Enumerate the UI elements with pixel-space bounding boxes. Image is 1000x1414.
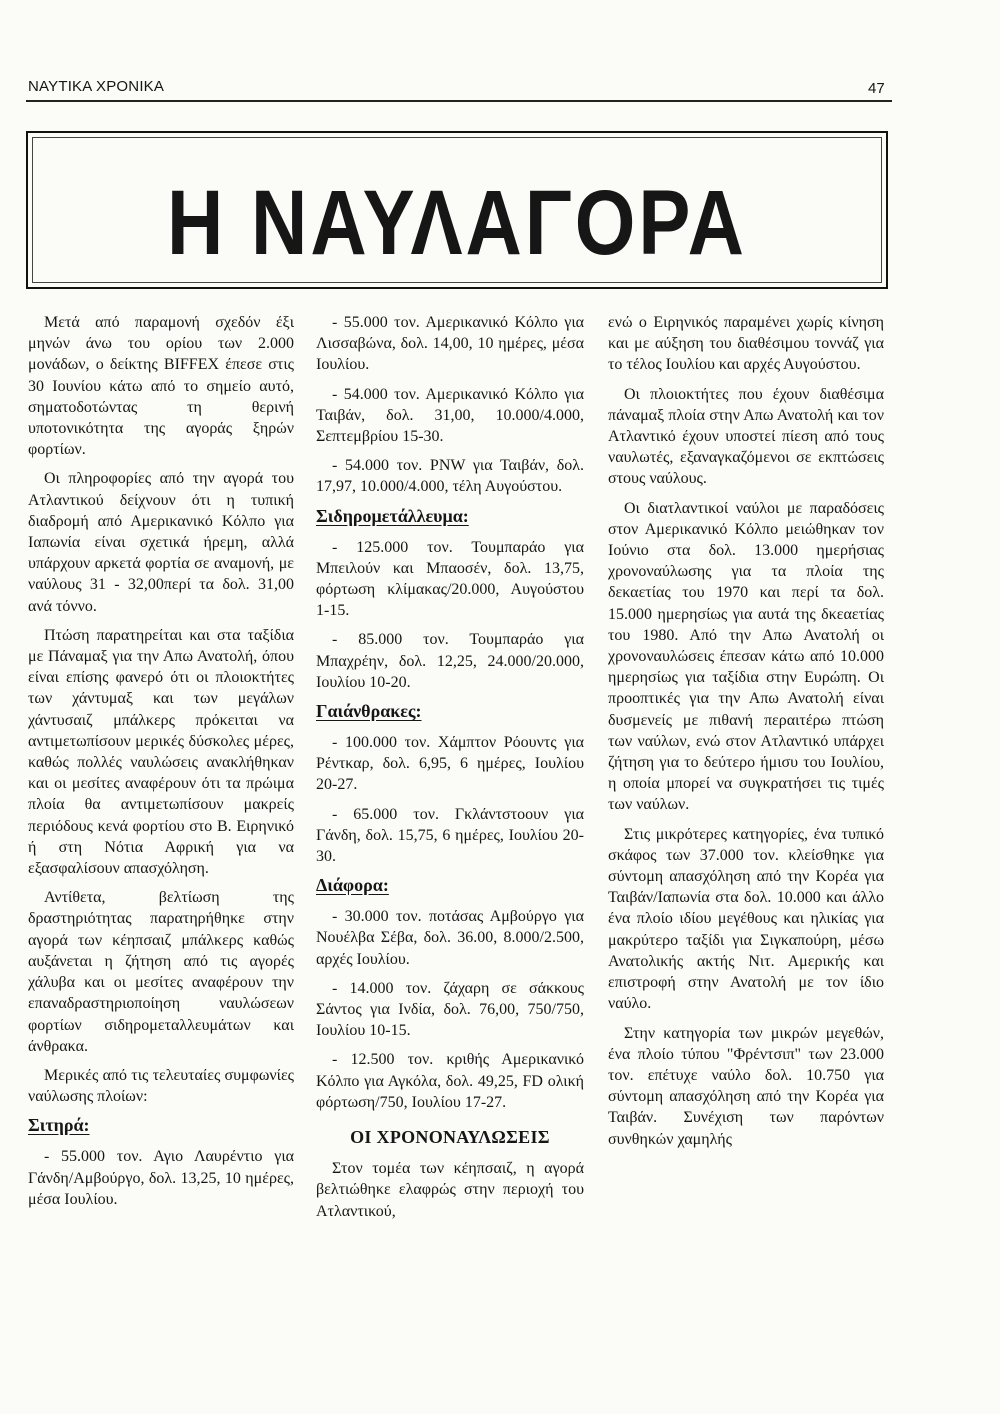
column-2 xyxy=(316,312,584,1230)
paragraph: Μερικές από τις τελευταίες συμφωνίες ναύλωσης πλοίων: xyxy=(28,1066,294,1106)
paragraph: Αντίθετα, βελτίωση της δραστηριότητας παρατηρήθηκε στην αγορά των κέηπσαιζ μπάλκερς καθώς αυξάνεται η ζήτηση από τις αγορές χάλυβα και οι μεσίτες αναφέρουν την επαναδραστηριοποίηση ναυλώσεων φορτίων σιδηρομεταλλευμάτων και άνθρακα. xyxy=(28,889,294,1055)
header-rule xyxy=(26,100,892,102)
section-heading-iron-ore: Σιδηρομετάλλευμα: xyxy=(316,505,469,526)
charter-item: - 65.000 τον. Γκλάντστοουν για Γάνδη, δολ. 15,75, 6 ημέρες, Ιουλίου 20-30. xyxy=(316,805,584,866)
article-title: Η ΝΑΥΛΑΓΟΡΑ xyxy=(167,170,747,274)
page-number: 47 xyxy=(868,80,885,97)
paragraph: Στην κατηγορία των μικρών μεγεθών, ένα πλοίο τύπου "Φρέντσιπ" των 23.000 τον. επέτυχε ναύλο δολ. 10.750 για σύντομη απασχόληση από την Κορέα για Ταιβάν. Συνέχιση των παρόντων συνθηκών χαμηλής xyxy=(608,1024,884,1148)
charter-item: - 55.000 τον. Αμερικανικό Κόλπο για Λισσαβώνα, δολ. 14,00, 10 ημέρες, μέσα Ιουλίου. xyxy=(316,314,584,374)
paragraph: Στον τομέα των κέηπσαιζ, η αγορά βελτιώθηκε ελαφρώς στην περιοχή του Ατλαντικού, xyxy=(316,1160,584,1220)
charter-item: - 100.000 τον. Χάμπτον Ρόουντς για Ρέντκαρ, δολ. 6,95, 6 ημέρες, Ιουλίου 20-27. xyxy=(316,734,584,794)
charter-item: - 125.000 τον. Τουμπαράο για Μπειλούν και Μπαοσέν, δολ. 13,75, φόρτωση κλίμακας/20.000, Αυγούστου 1-15. xyxy=(316,538,584,620)
column-3 xyxy=(608,312,884,1158)
charter-item: - 54.000 τον. Αμερικανικό Κόλπο για Ταιβάν, δολ. 31,00, 10.000/4.000, Σεπτεμβρίου 15-30. xyxy=(316,385,584,446)
charter-item: - 55.000 τον. Αγιο Λαυρέντιο για Γάνδη/Αμβούργο, δολ. 13,25, 10 ημέρες, μέσα Ιουλίου. xyxy=(28,1148,294,1208)
paragraph: Οι πληροφορίες από την αγορά του Ατλαντικού δείχνουν ότι η τυπική διαδρομή από Αμερικανικό Κόλπο για Ιαπωνία είναι σχετικά ήρεμη, αλλά υπάρχουν αρκετά φορτία σε αναμονή, με ναύλους 31 - 32,00περί τα δολ. 31,00 ανά τόννο. xyxy=(28,470,294,615)
paragraph: Μετά από παραμονή σχεδόν έξι μηνών άνω του ορίου των 2.000 μονάδων, ο δείκτης BIFFEX έπεσε στις 30 Ιουνίου κάτω από το σημείο αυτό, σηματοδοτώντας τη θερινή υποτονικότητα της αγοράς ξηρών φορτίων. xyxy=(28,314,294,459)
section-heading-time-charters: ΟΙ ΧΡΟΝΟΝΑΥΛΩΣΕΙΣ xyxy=(350,1127,550,1148)
title-box xyxy=(26,131,888,289)
section-heading-grain: Σιτηρά: xyxy=(28,1115,90,1136)
paragraph: Οι πλοιοκτήτες που έχουν διαθέσιμα πάναμαξ πλοία στην Απω Ανατολή και τον Ατλαντικό έχουν υποστεί πίεση από τους ναυλωτές, εξαναγκαζόμενοι σε εκπτώσεις στους ναύλους. xyxy=(608,385,884,488)
column-1 xyxy=(28,312,294,1218)
charter-item: - 54.000 τον. PNW για Ταιβάν, δολ. 17,97, 10.000/4.000, τέλη Αυγούστου. xyxy=(316,457,584,496)
section-heading-misc: Διάφορα: xyxy=(316,875,389,896)
running-header-publication: ΝΑΥΤΙΚΑ ΧΡΟΝΙΚΑ xyxy=(28,78,165,95)
charter-item: - 12.500 τον. κριθής Αμερικανικό Κόλπο για Αγκόλα, δολ. 49,25, FD ολική φόρτωση/750, Ιουλίου 17-27. xyxy=(316,1051,584,1111)
paragraph-continued: ενώ ο Ειρηνικός παραμένει χωρίς κίνηση και με αύξηση του διαθέσιμου τοννάζ για το τέλος Ιουλίου και αρχές Αυγούστου. xyxy=(608,314,884,374)
paragraph: Στις μικρότερες κατηγορίες, ένα τυπικό σκάφος των 37.000 τον. κλείσθηκε για σύντομη απασχόληση από την Κορέα για Ταιβάν/Ιαπωνία στα δολ. 10.000 και άλλο ένα πλοίο ιδίου μεγέθους και ηλικίας για μακρύτερο ταξίδι για Σιγκαπούρη, μέσω Ανατολικής ακτής Νιτ. Αμερικής και επιστροφή στην Ανατολή με τον ίδιο ναύλο. xyxy=(608,825,884,1013)
charter-item: - 85.000 τον. Τουμπαράο για Μπαχρέην, δολ. 12,25, 24.000/20.000, Ιουλίου 10-20. xyxy=(316,631,584,691)
charter-item: - 30.000 τον. ποτάσας Αμβούργο για Νουέλβα Σέβα, δολ. 36.00, 8.000/2.500, αρχές Ιουλίου. xyxy=(316,908,584,968)
paragraph: Οι διατλαντικοί ναύλοι με παραδόσεις στον Αμερικανικό Κόλπο μειώθηκαν τον Ιούνιο στα δολ. 13.000 ημερήσιας χρονοναύλωσης για τα πλοία της δεκαετίας του 1970 και περί τα δολ. 15.000 ημερησίως για αυτά της δκεαετίας του 1980. Από την Απω Ανατολή οι χρονοναυλώσεις έπεσαν κάτω από 10.000 ημερησίως για ταξίδια στην Ευρώπη. Οι προοπτικές για την Απω Ανατολή είναι δυσμενείς με πιθανή περαιτέρω πτώση των ναύλων, ενώ στον Ατλαντικό υπάρχει ζήτηση για το δεύτερο ήμισυ του Ιουλίου, η οποία μπορεί να συγκρατήσει τις τιμές των ναύλων. xyxy=(608,499,884,814)
charter-item: - 14.000 τον. ζάχαρη σε σάκκους Σάντος για Ινδία, δολ. 76,00, 750/750, Ιουλίου 10-15. xyxy=(316,979,584,1040)
section-heading-coal: Γαιάνθρακες: xyxy=(316,701,422,722)
paragraph: Πτώση παρατηρείται και στα ταξίδια με Πάναμαξ για την Απω Ανατολή, όπου είναι επίσης φανερό ότι οι πλοιοκτήτες των χάντυμαξ και των μεγάλων χάντυσαιζ μπάλκερς πρόκειται να αντιμετωπίσουν μερικές δύσκολες μέρες, καθώς πολλές ναυλώσεις ανακλήθηκαν και οι μεσίτες αναφέρουν ότι τα πρώιμα πλοία θα αντιμετωπίσουν μακρείς περιόδους κενά φορτίου στο Β. Ειρηνικό ή στη Νότια Αφρική για να εξασφαλίσουν απασχόληση. xyxy=(28,626,294,878)
